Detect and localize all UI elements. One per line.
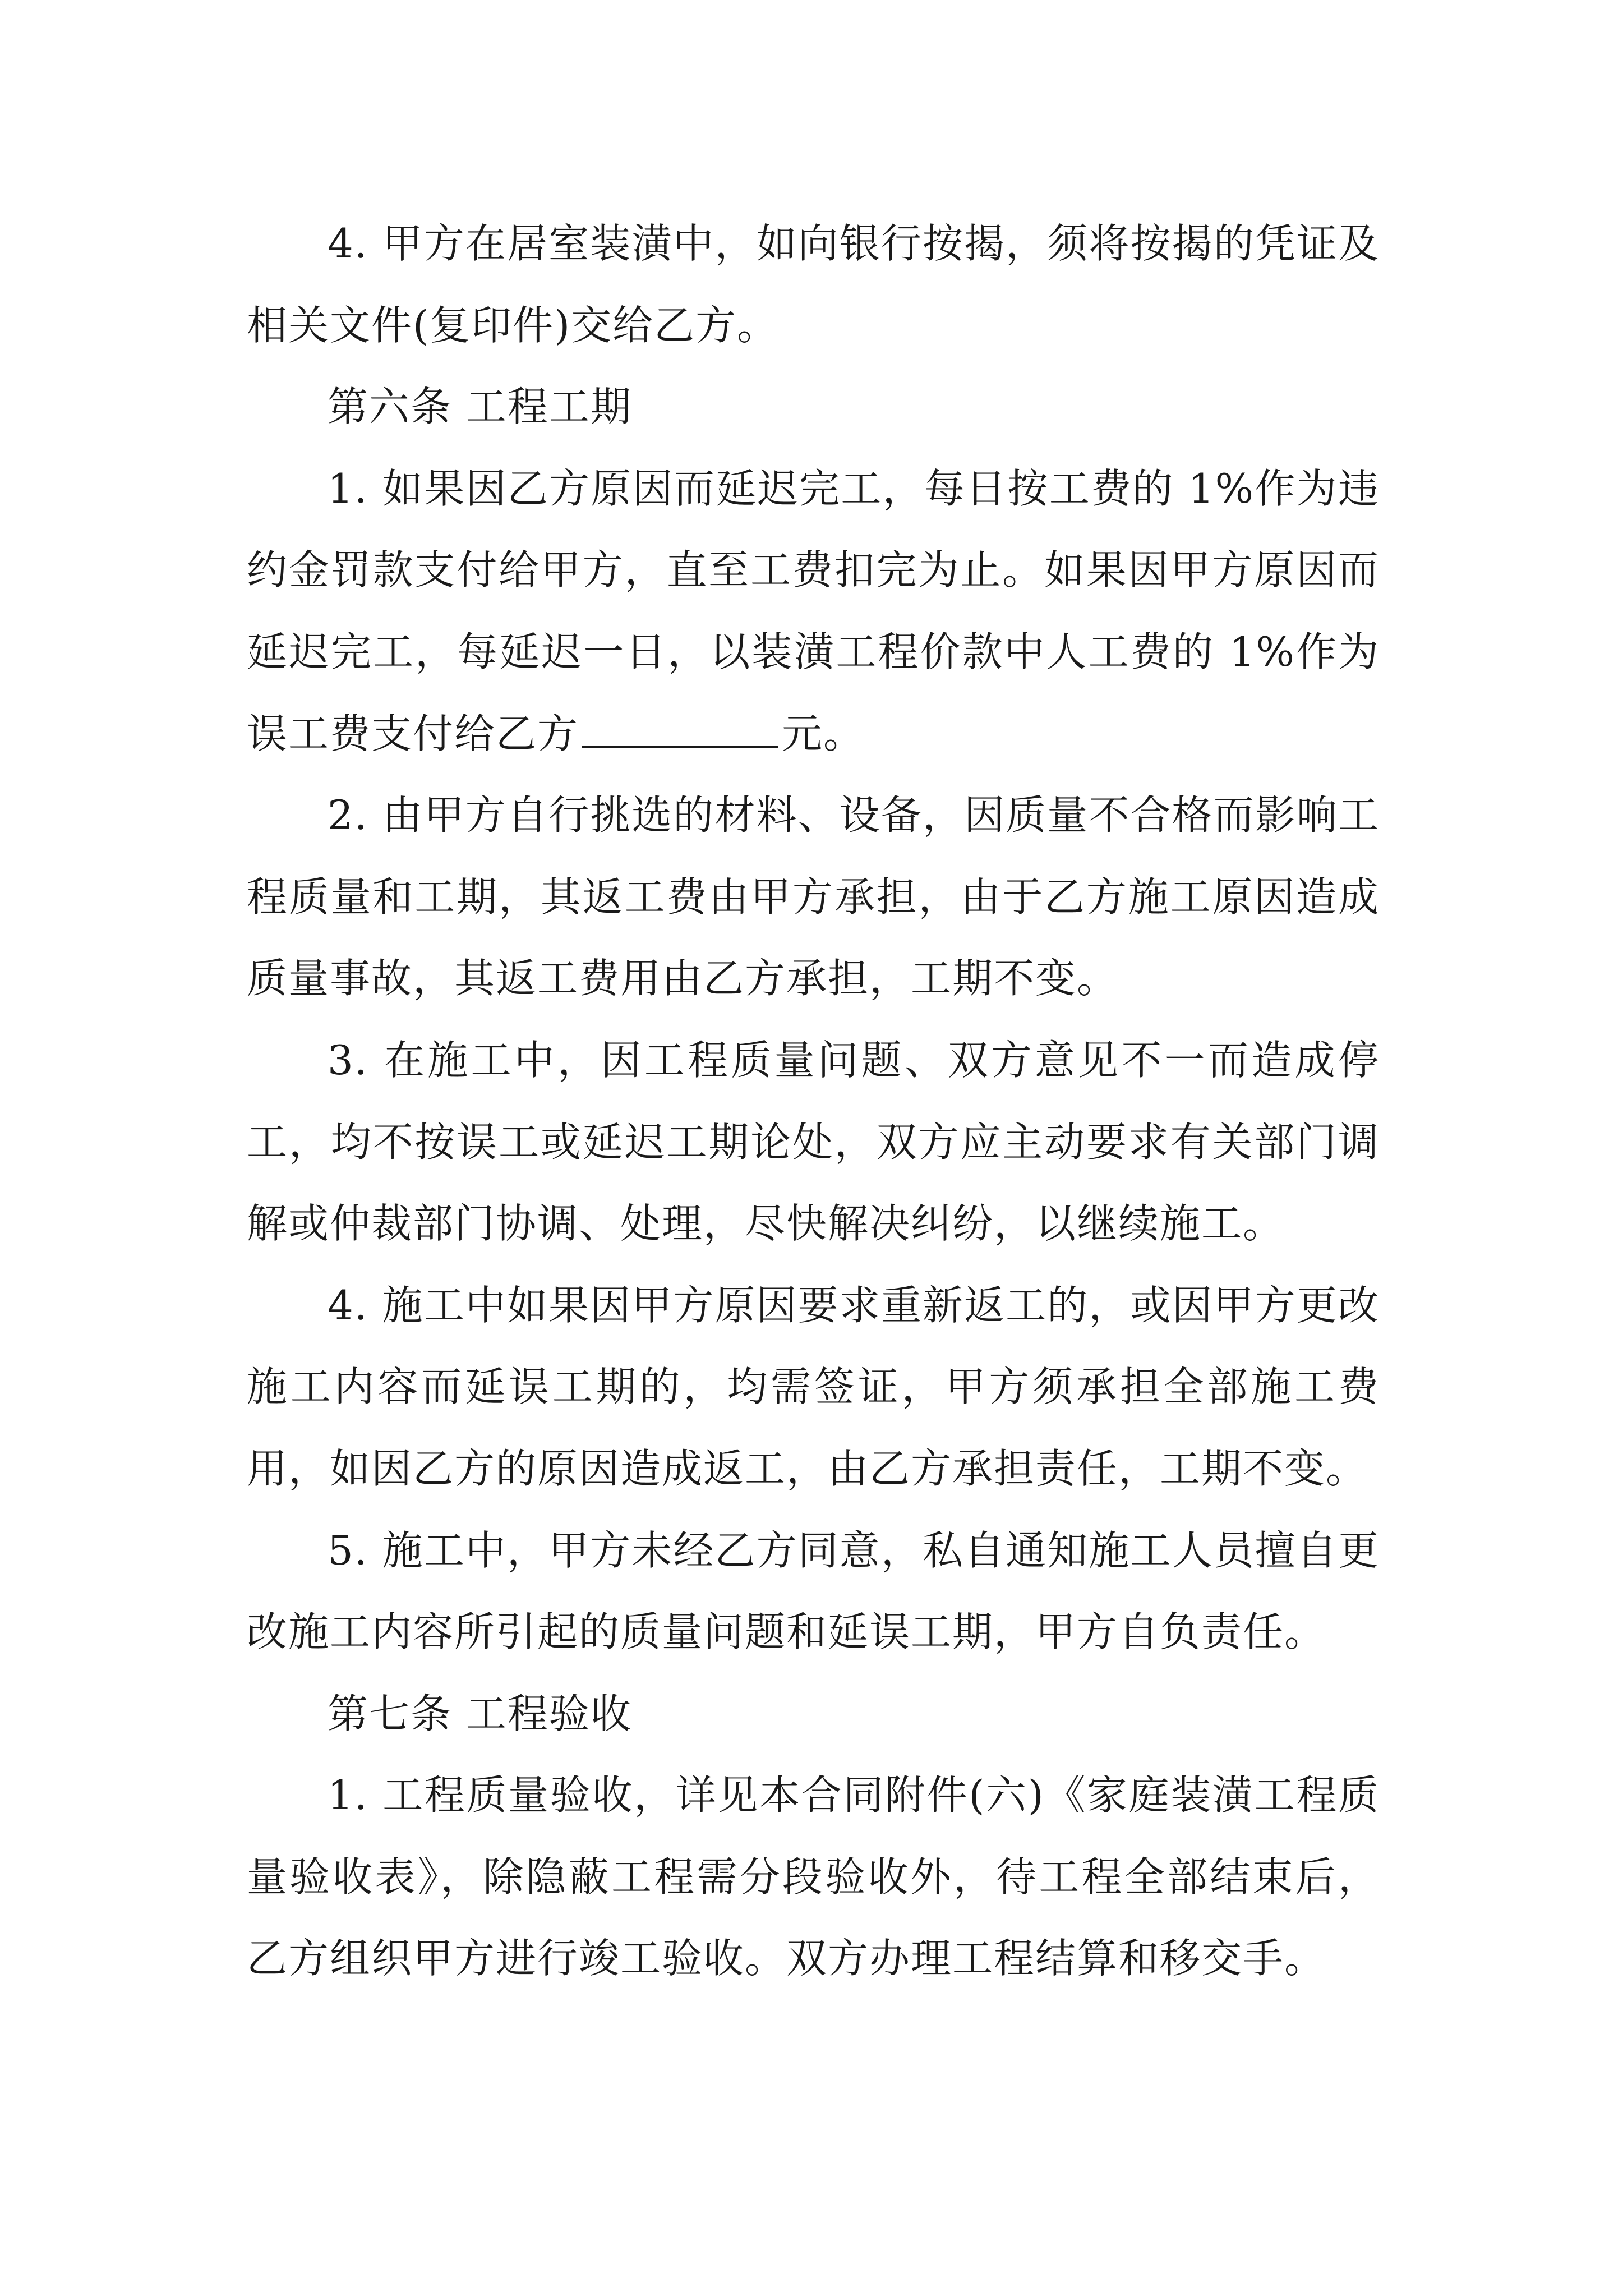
amount-blank-line (582, 706, 778, 748)
article-7-heading: 第七条 工程验收 (328, 1690, 632, 1737)
paragraph-mortgage-documents: 4. 甲方在居室装潢中，如向银行按揭，须将按揭的凭证及相关文件(复印件)交给乙方。 (247, 220, 1380, 349)
paragraph-materials-quality: 2. 由甲方自行挑选的材料、设备，因质量不合格而影响工程质量和工期，其返工费由甲方承担，由于乙方施工原因造成质量事故，其返工费用由乙方承担，工期不变。 (247, 792, 1380, 1002)
delay-penalty-text: 1. 如果因乙方原因而延迟完工，每日按工费的 1%作为违约金罚款支付给甲方，直至工费扣完为止。如果因甲方原因而延迟完工，每延迟一日，以装潢工程价款中人工费的 1%作为误工费支付给乙方 (247, 464, 1380, 757)
paragraph-rework-costs: 4. 施工中如果因甲方原因要求重新返工的，或因甲方更改施工内容而延误工期的，均需签证，甲方须承担全部施工费用，如因乙方的原因造成返工，由乙方承担责任，工期不变。 (247, 1281, 1380, 1492)
article-6-heading: 第六条 工程工期 (328, 383, 632, 431)
paragraph-dispute-stoppage: 3. 在施工中，因工程质量问题、双方意见不一而造成停工，均不按误工或延迟工期论处，双方应主动要求有关部门调解或仲裁部门协调、处理，尽快解决纠纷，以继续施工。 (247, 1036, 1380, 1248)
delay-penalty-unit: 元。 (782, 710, 865, 757)
paragraph-delay-penalty (247, 448, 1380, 775)
document-body (247, 203, 1380, 2000)
paragraph-unauthorized-changes: 5. 施工中，甲方未经乙方同意，私自通知施工人员擅自更改施工内容所引起的质量问题和延误工期，甲方自负责任。 (247, 1526, 1380, 1656)
paragraph-quality-acceptance: 1. 工程质量验收，详见本合同附件(六)《家庭装潢工程质量验收表》，除隐蔽工程需分段验收外，待工程全部结束后，乙方组织甲方进行竣工验收。双方办理工程结算和移交手。 (247, 1772, 1380, 1982)
